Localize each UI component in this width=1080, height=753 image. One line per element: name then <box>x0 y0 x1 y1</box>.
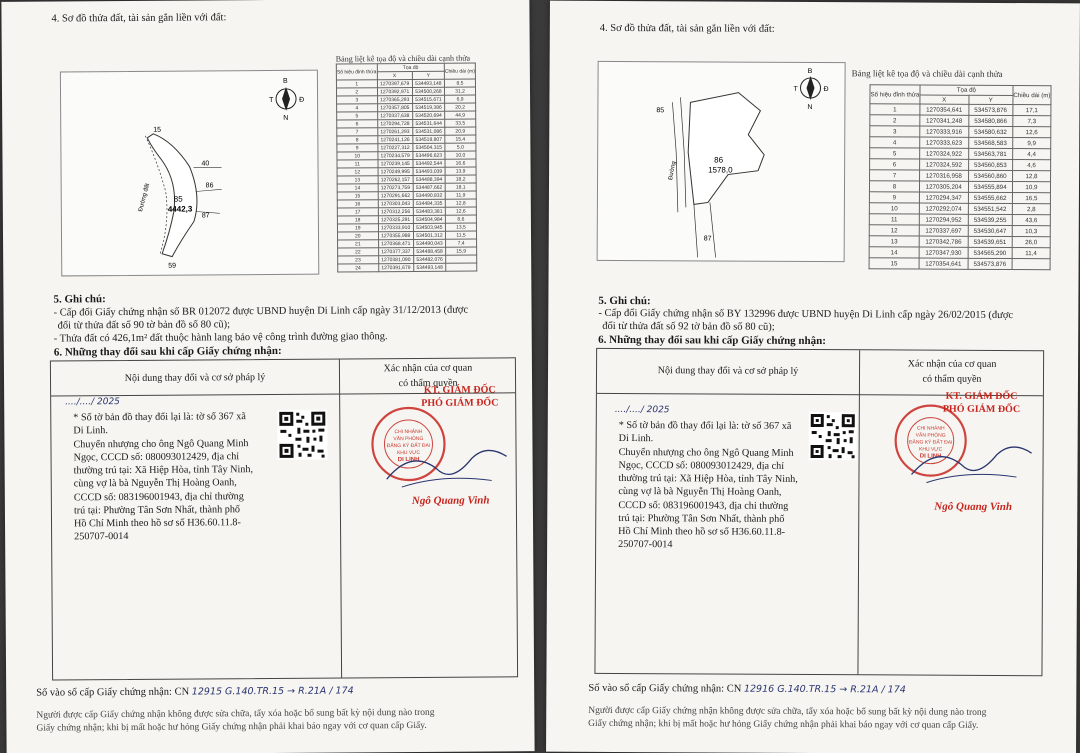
coord-cell: 534568,583 <box>968 137 1012 148</box>
changes-table <box>594 348 1044 676</box>
coord-cell: 1270347,930 <box>919 247 968 258</box>
coord-cell: 1270292,074 <box>919 203 968 214</box>
coord-cell: 1270294,728 <box>377 119 412 127</box>
parcel-map-drawing <box>61 71 320 278</box>
neighbor-label: 87 <box>703 235 712 243</box>
section6-title: 6. Những thay đổi sau khi cấp Giấy chứng nhận: <box>598 333 827 348</box>
coord-cell: 15,9 <box>446 247 477 255</box>
coord-cell: 22 <box>338 248 379 256</box>
svg-text:VĂN PHÒNG: VĂN PHÒNG <box>393 435 424 443</box>
coord-cell: 16 <box>337 200 378 208</box>
changes-table-header-left: Nội dung thay đổi và cơ sở pháp lý <box>124 372 266 385</box>
coord-cell: 1270342,786 <box>919 236 968 247</box>
coord-cell: 10 <box>337 152 378 160</box>
coord-header-length: Chiều dài (m) <box>1013 86 1051 105</box>
coord-cell: 534551,542 <box>968 203 1012 214</box>
coord-header-coord: Tọa độ <box>377 63 445 71</box>
coord-cell: 1270397,679 <box>377 79 412 87</box>
coord-cell: 10,0 <box>445 151 476 159</box>
svg-text:N: N <box>807 103 813 111</box>
svg-text:T: T <box>269 96 274 104</box>
coord-cell: 1270261,293 <box>377 127 412 135</box>
north-arrow-icon <box>269 78 304 122</box>
coord-cell: 4 <box>337 104 378 112</box>
coord-cell: 7,3 <box>1013 116 1051 127</box>
coord-cell: 1270324,592 <box>919 159 968 170</box>
coord-cell: 10,3 <box>1012 226 1050 237</box>
coord-cell: 10 <box>869 203 919 214</box>
coord-cell: 11,9 <box>445 191 476 199</box>
section5-title: 5. Ghi chú: <box>53 293 106 306</box>
parcel-area: 4442,3 <box>167 204 193 214</box>
coord-cell: 534490,832 <box>413 191 445 199</box>
coord-cell: 18,1 <box>445 183 476 191</box>
svg-text:CHI NHÁNH: CHI NHÁNH <box>916 425 945 432</box>
changes-table <box>50 357 518 680</box>
coord-cell: 13,9 <box>445 167 476 175</box>
coord-cell: 1270249,995 <box>378 167 413 175</box>
coord-cell: 1270303,043 <box>378 199 413 207</box>
changes-table-header-left: Nội dung thay đổi và cơ sở pháp lý <box>657 365 799 377</box>
coord-cell: 2,8 <box>1012 204 1050 215</box>
coord-cell: 6,9 <box>445 95 476 103</box>
coord-cell: 31,2 <box>444 87 475 95</box>
coord-cell: 1 <box>870 104 920 115</box>
coord-cell <box>446 255 477 263</box>
svg-text:KHU VỰC: KHU VỰC <box>919 446 943 453</box>
neighbor-label: 87 <box>201 212 210 220</box>
section5-title: 5. Ghi chú: <box>598 294 651 308</box>
coord-cell: 13 <box>869 236 919 247</box>
coord-cell: 16,6 <box>445 159 476 167</box>
coord-cell: 1270291,662 <box>378 191 413 199</box>
coord-header-x: X <box>920 95 969 104</box>
coord-cell <box>1012 259 1050 270</box>
neighbor-label: 86 <box>205 182 214 190</box>
svg-text:ĐĂNG KÝ ĐẤT ĐAI: ĐĂNG KÝ ĐẤT ĐAI <box>386 442 431 450</box>
coord-cell: 43,6 <box>1012 215 1050 226</box>
coord-cell: 534555,662 <box>968 192 1012 203</box>
coord-cell: 15 <box>337 192 378 200</box>
coord-cell: 12,6 <box>445 207 476 215</box>
coord-cell: 5 <box>870 148 920 159</box>
coord-cell: 1270333,910 <box>378 223 413 231</box>
coord-cell: 1270337,697 <box>919 225 968 236</box>
coord-cell: 1 <box>336 80 377 88</box>
coord-cell: 1270354,641 <box>920 104 969 115</box>
section4-title: 4. Sơ đồ thửa đất, tài sản gắn liền với đất: <box>51 12 227 25</box>
section6-title: 6. Những thay đổi sau khi cấp Giấy chứng nhận: <box>53 344 282 359</box>
coord-cell: 534488,394 <box>413 175 445 183</box>
coord-row <box>338 263 477 272</box>
parcel-number: 86 <box>714 155 724 165</box>
coord-cell: 1270227,312 <box>377 143 412 151</box>
svg-text:B: B <box>807 67 813 75</box>
coord-cell: 17,1 <box>1013 105 1051 116</box>
changes-table-header-right: Xác nhận của cơ quan có thẩm quyền <box>907 358 997 385</box>
coord-cell: 21 <box>338 240 379 248</box>
coord-cell: 13,5 <box>445 223 476 231</box>
coord-cell: 534500,268 <box>412 87 444 95</box>
coord-cell: 2 <box>336 88 377 96</box>
coord-cell: 14 <box>337 184 378 192</box>
signature-icon <box>381 438 511 499</box>
coord-cell: 534560,853 <box>968 159 1012 170</box>
coord-cell: 534515,671 <box>412 95 444 103</box>
change-entry-text: * Số tờ bản đồ thay đổi lại là: tờ số 367 xã Di Linh. Chuyển nhượng cho ông Ngô Quang Minh Ngọc, CCCD số: 080093012429, địa chỉ thường trú tại: Xã Hiệp Hòa, tỉnh Tây Ninh, cùng vợ là bà Nguyễn Thị Hoàng Oanh, CCCD số: 083196001943, địa chỉ thường trú tại: Phường Tân Sơn Nhất, thành phố Hồ Chí Minh theo hồ sơ số H36.60.11.8- 250707-0014 <box>618 419 798 551</box>
coord-cell: 11 <box>337 160 378 168</box>
coord-cell: 1270234,579 <box>377 151 412 159</box>
coord-cell: 5,0 <box>445 143 476 151</box>
coord-cell: 534573,876 <box>968 104 1012 115</box>
footer-notice: Người được cấp Giấy chứng nhận không được sửa chữa, tẩy xóa hoặc bổ sung bất kỳ nội dung nào trong Giấy chứng nhận; khi bị mất hoặc hư hỏng Giấy chứng nhận phải khai báo ngay với cơ quan cấp Giấy. <box>588 705 987 731</box>
note-line: - Cấp đổi Giấy chứng nhận số BR 012072 được UBND huyện Di Linh cấp ngày 31/12/2013 (được <box>53 304 469 319</box>
certificate-page-left <box>1 0 534 753</box>
coord-header-coord: Tọa độ <box>920 85 1013 95</box>
parcel-area: 1578,0 <box>708 165 733 175</box>
coord-cell: 534530,647 <box>968 225 1012 236</box>
coord-table <box>336 63 477 273</box>
svg-text:Đ: Đ <box>823 86 829 94</box>
coord-cell: 12,6 <box>1013 127 1051 138</box>
svg-text:T: T <box>793 85 798 93</box>
coord-cell: 7 <box>870 170 920 181</box>
registration-number: Số vào sổ cấp Giấy chứng nhận: CN 12916 G.140.TR.15 → R.21A / 174 <box>588 682 906 696</box>
coord-header-x: X <box>377 71 412 79</box>
coord-cell: 3 <box>870 126 920 137</box>
coord-cell: 534493,148 <box>412 79 444 87</box>
coord-table-caption: Bảng liệt kê tọa độ và chiều dài cạnh thửa <box>851 68 1003 79</box>
coord-cell: 1270354,641 <box>919 258 968 269</box>
coord-cell: 534539,651 <box>968 236 1012 247</box>
coord-cell: 534563,781 <box>968 148 1012 159</box>
coord-cell: 1270333,916 <box>920 126 969 137</box>
coord-cell: 4,6 <box>1012 160 1050 171</box>
parcel-number: 85 <box>173 194 183 204</box>
svg-text:DI LINH: DI LINH <box>397 456 420 464</box>
coord-header-y: Y <box>412 71 444 79</box>
coord-cell: 13 <box>337 176 378 184</box>
coord-cell: 16,5 <box>1012 193 1050 204</box>
coord-cell: 534482,076 <box>414 255 446 263</box>
coord-cell: 5 <box>337 112 378 120</box>
coord-header-length: Chiều dài (m) <box>444 63 475 79</box>
coord-cell: 24 <box>338 264 379 272</box>
coord-cell: 8 <box>869 181 919 192</box>
stamp-title: KT. GIÁM ĐỐC PHÓ GIÁM ĐỐC <box>421 384 499 409</box>
registration-number: Số vào sổ cấp Giấy chứng nhận: CN 12915 G.140.TR.15 → R.21A / 174 <box>36 685 354 699</box>
coord-cell: 534518,807 <box>413 135 445 143</box>
signer-name: Ngô Quang Vinh <box>411 494 490 507</box>
coord-cell: 1270333,623 <box>920 137 969 148</box>
coord-cell: 1270391,679 <box>378 263 413 271</box>
coord-cell: 19 <box>337 224 378 232</box>
coord-cell: 20 <box>337 232 378 240</box>
certificate-page-right <box>546 1 1080 753</box>
coord-cell: 534580,866 <box>968 115 1012 126</box>
coord-cell: 4 <box>870 137 920 148</box>
svg-text:N: N <box>283 114 289 122</box>
svg-text:KHU VỰC: KHU VỰC <box>396 449 421 457</box>
coord-cell: 26,0 <box>1012 237 1050 248</box>
coord-cell: 534492,544 <box>413 159 445 167</box>
svg-text:VĂN PHÒNG: VĂN PHÒNG <box>915 432 946 439</box>
neighbor-label: 85 <box>656 107 665 115</box>
parcel-86-outline <box>688 92 765 204</box>
coord-cell: 1270239,145 <box>377 159 412 167</box>
coord-cell: 1270337,638 <box>377 111 412 119</box>
coord-cell: 1270355,988 <box>378 231 413 239</box>
coord-cell: 8,5 <box>444 79 475 87</box>
coord-cell: 534531,086 <box>413 127 445 135</box>
coord-row <box>869 258 1050 270</box>
coord-header-point: Số hiệu đỉnh thửa <box>870 85 920 104</box>
coord-cell: 534483,381 <box>413 207 445 215</box>
note-line: - Thửa đất có 426,1m² đất thuộc hành lang bảo vệ công trình đường giao thông. <box>53 331 388 345</box>
coord-cell: 534488,458 <box>413 247 445 255</box>
coord-cell: 33,5 <box>445 119 476 127</box>
coord-cell: 7 <box>337 128 378 136</box>
entry-date: ..../..../ 2025 <box>65 397 120 408</box>
coord-cell: 1270325,291 <box>378 215 413 223</box>
svg-text:Đ: Đ <box>299 96 305 104</box>
coord-cell: 1270368,471 <box>378 239 413 247</box>
coord-cell: 534496,623 <box>413 151 445 159</box>
coord-cell: 12 <box>337 168 378 176</box>
coord-cell: 534560,860 <box>968 170 1012 181</box>
coord-cell: 11,4 <box>1012 248 1050 259</box>
parcel-map-drawing <box>598 62 847 263</box>
parcel-85-outline <box>147 133 197 256</box>
neighbor-label: 15 <box>153 126 162 134</box>
coord-cell: 534484,335 <box>413 199 445 207</box>
signer-name: Ngô Quang Vinh <box>934 500 1013 514</box>
coord-cell: 1270262,157 <box>378 175 413 183</box>
coord-cell: 534519,386 <box>412 103 444 111</box>
coord-cell: 11 <box>869 214 919 225</box>
coord-cell: 20,9 <box>445 127 476 135</box>
coord-cell: 534520,694 <box>413 111 445 119</box>
coord-cell: 1270312,256 <box>378 207 413 215</box>
svg-text:CHI NHÁNH: CHI NHÁNH <box>394 428 423 436</box>
qr-code-icon <box>809 412 857 460</box>
coord-cell: 1270377,337 <box>378 247 413 255</box>
coord-cell: 534493,039 <box>413 167 445 175</box>
coord-cell: 534504,984 <box>413 215 445 223</box>
coord-cell: 1270241,126 <box>377 135 412 143</box>
coord-cell: 534573,876 <box>968 258 1012 269</box>
coord-cell: 6 <box>870 159 920 170</box>
coord-cell: 10,9 <box>1012 182 1050 193</box>
coord-cell: 3 <box>337 96 378 104</box>
coord-cell: 12 <box>869 225 919 236</box>
coord-header-point: Số hiệu đỉnh thửa <box>336 64 377 80</box>
coord-cell: 8,6 <box>445 215 476 223</box>
coord-header-y: Y <box>969 95 1013 104</box>
coord-cell: 1270305,204 <box>919 181 968 192</box>
coord-cell: 1270273,759 <box>378 183 413 191</box>
coord-cell: 9 <box>337 144 378 152</box>
coord-cell: 1270357,805 <box>377 103 412 111</box>
coord-cell: 20,2 <box>445 103 476 111</box>
coord-table <box>869 84 1052 270</box>
svg-text:ĐĂNG KÝ ĐẤT ĐAI: ĐĂNG KÝ ĐẤT ĐAI <box>908 439 953 446</box>
coord-cell: 1270365,293 <box>377 95 412 103</box>
coord-table-caption: Bảng liệt kê tọa độ và chiều dài cạnh thửa <box>335 53 471 64</box>
coord-cell: 1270294,347 <box>919 192 968 203</box>
coord-cell: 534490,043 <box>413 239 445 247</box>
coord-cell: 12,8 <box>1012 171 1050 182</box>
svg-text:DI LINH: DI LINH <box>919 453 942 460</box>
signature-icon <box>906 434 1036 495</box>
coord-cell: 1270381,090 <box>378 255 413 263</box>
coord-cell: 17 <box>337 208 378 216</box>
coord-cell: 534565,290 <box>968 247 1012 258</box>
coord-cell: 1270316,958 <box>919 170 968 181</box>
stamp-title: KT. GIÁM ĐỐC PHÓ GIÁM ĐỐC <box>942 390 1021 415</box>
coord-cell: 15 <box>869 258 919 269</box>
coord-cell: 534487,662 <box>413 183 445 191</box>
coord-cell: 534503,945 <box>413 223 445 231</box>
coord-cell: 1270341,248 <box>920 115 969 126</box>
coord-cell: 534531,644 <box>413 119 445 127</box>
coord-cell: 534493,148 <box>414 263 446 271</box>
road-label: Đường <box>668 160 678 181</box>
coord-cell: 18 <box>337 216 378 224</box>
coord-cell: 534539,255 <box>968 214 1012 225</box>
coord-cell: 534501,312 <box>413 231 445 239</box>
coord-cell: 9 <box>869 192 919 203</box>
coord-table-body <box>869 104 1051 270</box>
coord-cell: 12,8 <box>445 199 476 207</box>
coord-cell: 534504,315 <box>413 143 445 151</box>
coord-cell: 23 <box>338 256 379 264</box>
qr-code-icon <box>277 410 327 460</box>
coord-cell: 18,2 <box>445 175 476 183</box>
coord-cell: 15,4 <box>445 135 476 143</box>
neighbor-label: 59 <box>168 262 177 270</box>
changes-table-header-right: Xác nhận của cơ quan có thẩm quyền <box>383 362 473 390</box>
coord-cell: 2 <box>870 115 920 126</box>
footer-notice: Người được cấp Giấy chứng nhận không được sửa chữa, tẩy xóa hoặc bổ sung bất kỳ nội dung nào trong Giấy chứng nhận; khi bị mất hoặc hư hỏng Giấy chứng nhận phải khai báo ngay với cơ quan cấp Giấy. <box>36 707 435 734</box>
svg-text:B: B <box>282 77 288 85</box>
coord-table-body <box>336 79 476 272</box>
coord-cell: 11,5 <box>445 231 476 239</box>
coord-cell: 534580,632 <box>968 126 1012 137</box>
change-entry-text: * Số tờ bản đồ thay đổi lại là: tờ số 367 xã Di Linh. Chuyển nhượng cho ông Ngô Quang Minh Ngọc, CCCD số: 080093012429, địa chỉ thường trú tại: Xã Hiệp Hòa, tỉnh Tây Ninh, cùng vợ là bà Nguyễn Thị Hoàng Oanh, CCCD số: 083196001943, địa chỉ thường trú tại: Phường Tân Sơn Nhất, thành phố Hồ Chí Minh theo hồ sơ số H36.60.11.8- 250707-0014 <box>73 411 254 543</box>
coord-cell: 7,4 <box>446 239 477 247</box>
coord-cell: 6 <box>337 120 378 128</box>
coord-cell: 1270392,971 <box>377 87 412 95</box>
parcel-map <box>597 61 846 262</box>
note-line: đổi từ thửa đất số 92 tờ bản đồ số 80 cũ); <box>602 320 775 333</box>
coord-cell <box>446 263 477 271</box>
section4-title: 4. Sơ đồ thửa đất, tài sản gắn liền với đất: <box>599 22 775 35</box>
parcel-map <box>60 70 319 277</box>
coord-cell: 4,4 <box>1013 149 1051 160</box>
road-label: Đường đất <box>137 182 152 213</box>
coord-cell: 44,9 <box>445 111 476 119</box>
coord-cell: 9,9 <box>1013 138 1051 149</box>
coord-cell: 1270324,922 <box>920 148 969 159</box>
coord-cell: 1270294,952 <box>919 214 968 225</box>
entry-date: ..../..../ 2025 <box>614 404 670 416</box>
coord-cell: 14 <box>869 247 919 258</box>
coord-cell: 8 <box>337 136 378 144</box>
note-line: - Cấp đổi Giấy chứng nhận số BY 132996 được UBND huyện Di Linh cấp ngày 26/02/2015 (được <box>598 307 1014 322</box>
coord-cell: 534555,894 <box>968 181 1012 192</box>
note-line: đổi từ thửa đất số 90 tờ bản đồ số 80 cũ); <box>57 319 231 332</box>
neighbor-label: 40 <box>201 160 210 168</box>
north-arrow-icon <box>793 68 828 111</box>
